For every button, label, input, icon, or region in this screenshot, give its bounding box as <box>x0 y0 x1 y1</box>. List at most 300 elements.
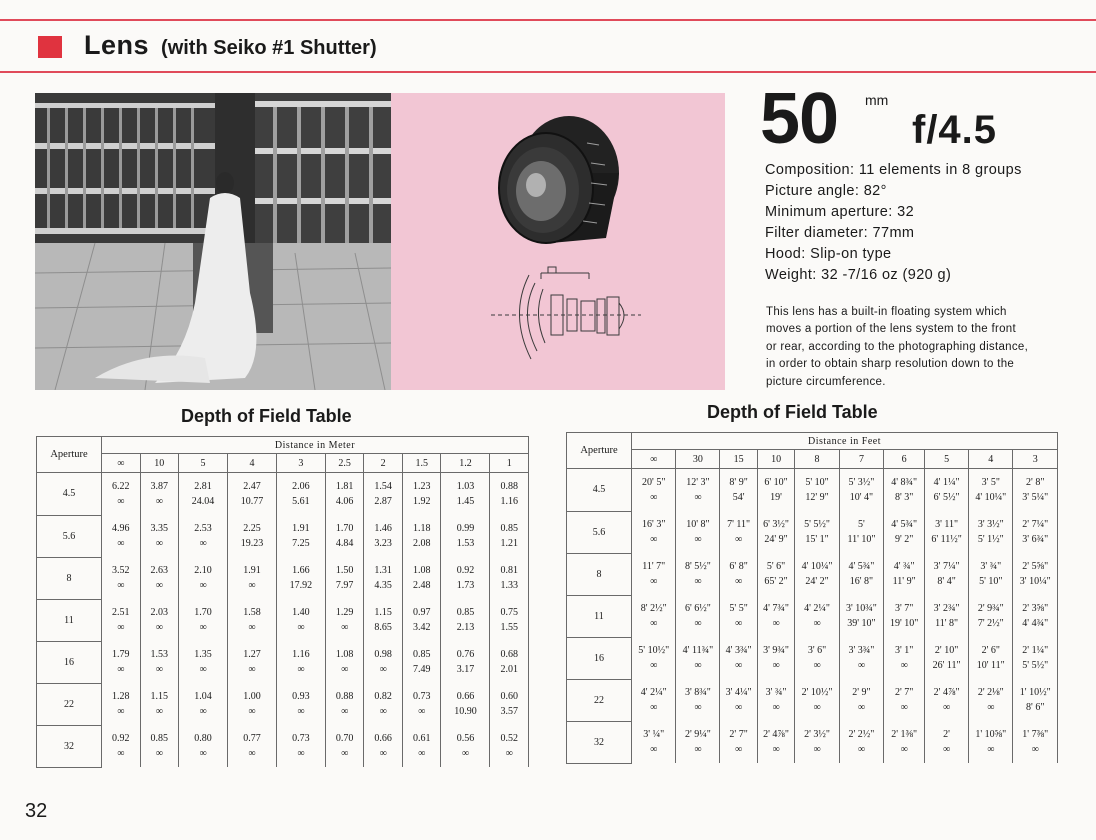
far-limit-cell: ∞ <box>720 658 757 679</box>
far-limit-cell: 4.84 <box>325 536 364 557</box>
spec-min-aperture: Minimum aperture: 32 <box>765 204 915 220</box>
table-row <box>37 536 529 557</box>
far-limit-cell: ∞ <box>179 746 228 767</box>
near-limit-cell: 2' 7" <box>884 679 925 700</box>
near-limit-cell: 1.53 <box>140 641 179 662</box>
distance-column-header: 6 <box>884 450 925 469</box>
far-limit-cell: ∞ <box>839 700 883 721</box>
far-limit-cell: ∞ <box>839 742 883 763</box>
far-limit-cell: ∞ <box>140 494 179 515</box>
far-limit-cell: 3' 5¼" <box>1013 490 1058 511</box>
far-limit-cell: 6' 11½" <box>925 532 969 553</box>
far-limit-cell: ∞ <box>364 704 403 725</box>
near-limit-cell: 2' 4⅞" <box>757 721 794 742</box>
far-limit-cell: 10.90 <box>441 704 490 725</box>
far-limit-cell: ∞ <box>102 746 141 767</box>
near-limit-cell: 3' ¼" <box>632 721 676 742</box>
near-limit-cell: 2.10 <box>179 557 228 578</box>
far-limit-cell: ∞ <box>757 700 794 721</box>
near-limit-cell: 4' 5¾" <box>884 511 925 532</box>
near-limit-cell: 3' 3½" <box>969 511 1013 532</box>
near-limit-cell: 2' 2⅛" <box>969 679 1013 700</box>
near-limit-cell: 1.15 <box>364 599 403 620</box>
far-limit-cell: 24' 9" <box>757 532 794 553</box>
far-limit-cell: 11' 9" <box>884 574 925 595</box>
far-limit-cell: ∞ <box>795 658 839 679</box>
far-limit-cell: ∞ <box>179 620 228 641</box>
near-limit-cell: 0.85 <box>490 515 529 536</box>
distance-column-header: 4 <box>969 450 1013 469</box>
near-limit-cell: 8' 9" <box>720 469 757 491</box>
distance-column-header: 1.2 <box>441 454 490 473</box>
aperture-value: 32 <box>567 721 632 763</box>
near-limit-cell: 0.73 <box>402 683 441 704</box>
near-limit-cell: 3' 3¾" <box>839 637 883 658</box>
far-limit-cell: 3.23 <box>364 536 403 557</box>
near-limit-cell: 2.81 <box>179 473 228 495</box>
distance-column-header: 2.5 <box>325 454 364 473</box>
far-limit-cell: ∞ <box>632 532 676 553</box>
near-limit-cell: 0.52 <box>490 725 529 746</box>
far-limit-cell: 19' <box>757 490 794 511</box>
far-limit-cell: ∞ <box>676 616 720 637</box>
far-limit-cell: 24' 2" <box>795 574 839 595</box>
far-limit-cell: ∞ <box>884 700 925 721</box>
description-line: moves a portion of the lens system to the front <box>766 323 1016 336</box>
table-row <box>37 557 529 578</box>
far-limit-cell: ∞ <box>720 742 757 763</box>
near-limit-cell: 6' 6½" <box>676 595 720 616</box>
near-limit-cell: 1.66 <box>276 557 325 578</box>
distance-column-header: 10 <box>757 450 794 469</box>
near-limit-cell: 5' 3½" <box>839 469 883 491</box>
sample-photo <box>35 93 391 390</box>
far-limit-cell: ∞ <box>364 662 403 683</box>
far-limit-cell: ∞ <box>325 662 364 683</box>
table-row <box>37 578 529 599</box>
far-limit-cell: 15' 1" <box>795 532 839 553</box>
table-row <box>567 658 1058 679</box>
far-limit-cell: ∞ <box>676 658 720 679</box>
near-limit-cell: 4' 1¼" <box>925 469 969 491</box>
distance-column-header: 8 <box>795 450 839 469</box>
near-limit-cell: 2.03 <box>140 599 179 620</box>
near-limit-cell: 1.70 <box>179 599 228 620</box>
far-limit-cell: ∞ <box>839 658 883 679</box>
far-limit-cell: 1.33 <box>490 578 529 599</box>
near-limit-cell: 3' 6" <box>795 637 839 658</box>
far-limit-cell: ∞ <box>676 490 720 511</box>
far-limit-cell: ∞ <box>140 578 179 599</box>
far-limit-cell: 5' 1½" <box>969 532 1013 553</box>
far-limit-cell: ∞ <box>969 742 1013 763</box>
near-limit-cell: 3' 2¾" <box>925 595 969 616</box>
far-limit-cell: ∞ <box>364 746 403 767</box>
near-limit-cell: 1.79 <box>102 641 141 662</box>
near-limit-cell: 8' 5½" <box>676 553 720 574</box>
near-limit-cell: 5' 10½" <box>632 637 676 658</box>
near-limit-cell: 4.96 <box>102 515 141 536</box>
near-limit-cell: 1.91 <box>228 557 277 578</box>
description-line: in order to obtain sharp resolution down to the <box>766 358 1015 371</box>
near-limit-cell: 2' 4⅞" <box>925 679 969 700</box>
table-row <box>37 515 529 536</box>
far-limit-cell: 4' 4¾" <box>1013 616 1058 637</box>
far-limit-cell: 4' 10¼" <box>969 490 1013 511</box>
aperture-value: 16 <box>567 637 632 679</box>
near-limit-cell: 4' 8¾" <box>884 469 925 491</box>
table-row <box>567 742 1058 763</box>
distance-header: Distance in Meter <box>102 437 529 454</box>
near-limit-cell: 2' 6" <box>969 637 1013 658</box>
aperture-header: Aperture <box>567 433 632 469</box>
far-limit-cell: ∞ <box>490 746 529 767</box>
near-limit-cell: 10' 8" <box>676 511 720 532</box>
table-row <box>37 725 529 746</box>
near-limit-cell: 1.04 <box>179 683 228 704</box>
top-rule <box>0 19 1096 21</box>
title-text: Lens <box>84 30 150 60</box>
far-limit-cell: ∞ <box>276 746 325 767</box>
near-limit-cell: 2' 5⅝" <box>1013 553 1058 574</box>
aperture-value: 4.5 <box>37 473 102 516</box>
meter-table-heading: Depth of Field Table <box>181 406 352 426</box>
near-limit-cell: 0.97 <box>402 599 441 620</box>
far-limit-cell: ∞ <box>102 578 141 599</box>
near-limit-cell: 1.35 <box>179 641 228 662</box>
aperture-value: 8 <box>37 557 102 599</box>
near-limit-cell: 1.40 <box>276 599 325 620</box>
far-limit-cell: ∞ <box>140 662 179 683</box>
aperture-value: 5.6 <box>567 511 632 553</box>
near-limit-cell: 8' 2½" <box>632 595 676 616</box>
near-limit-cell: 5' 5" <box>720 595 757 616</box>
far-limit-cell: ∞ <box>179 536 228 557</box>
far-limit-cell: 39' 10" <box>839 616 883 637</box>
near-limit-cell: 1.03 <box>441 473 490 495</box>
far-limit-cell: 2.13 <box>441 620 490 641</box>
near-limit-cell: 2.63 <box>140 557 179 578</box>
far-limit-cell: 10' 11" <box>969 658 1013 679</box>
table-row <box>567 700 1058 721</box>
near-limit-cell: 1.91 <box>276 515 325 536</box>
near-limit-cell: 2.47 <box>228 473 277 495</box>
near-limit-cell: 1.27 <box>228 641 277 662</box>
far-limit-cell: ∞ <box>884 742 925 763</box>
distance-column-header: 5 <box>179 454 228 473</box>
lens-image-panel <box>391 93 725 390</box>
near-limit-cell: 0.66 <box>441 683 490 704</box>
far-limit-cell: ∞ <box>441 746 490 767</box>
far-limit-cell: 2.87 <box>364 494 403 515</box>
far-limit-cell: 3.42 <box>402 620 441 641</box>
near-limit-cell: 0.68 <box>490 641 529 662</box>
near-limit-cell: 3' 1" <box>884 637 925 658</box>
aperture-value: 4.5 <box>567 469 632 512</box>
near-limit-cell: 0.66 <box>364 725 403 746</box>
far-limit-cell: 16' 8" <box>839 574 883 595</box>
near-limit-cell: 1.00 <box>228 683 277 704</box>
focal-length: 50 <box>760 79 839 159</box>
far-limit-cell: 19' 10" <box>884 616 925 637</box>
far-limit-cell: ∞ <box>276 620 325 641</box>
table-row <box>37 641 529 662</box>
far-limit-cell: 3' 10¼" <box>1013 574 1058 595</box>
far-limit-cell: 2.48 <box>402 578 441 599</box>
far-limit-cell: ∞ <box>632 490 676 511</box>
far-limit-cell: ∞ <box>102 704 141 725</box>
far-limit-cell: 19.23 <box>228 536 277 557</box>
distance-column-header: 15 <box>720 450 757 469</box>
near-limit-cell: 2' 3½" <box>795 721 839 742</box>
aperture-value: 22 <box>37 683 102 725</box>
near-limit-cell: 0.76 <box>441 641 490 662</box>
near-limit-cell: 3' 7¼" <box>925 553 969 574</box>
far-limit-cell: ∞ <box>632 658 676 679</box>
focal-unit: mm <box>865 92 889 108</box>
near-limit-cell: 4' 2¼" <box>795 595 839 616</box>
near-limit-cell: 0.61 <box>402 725 441 746</box>
far-limit-cell: ∞ <box>795 742 839 763</box>
aperture-value: 8 <box>567 553 632 595</box>
far-limit-cell: ∞ <box>102 620 141 641</box>
far-limit-cell: ∞ <box>228 662 277 683</box>
spec-filter-diameter: Filter diameter: 77mm <box>765 225 915 241</box>
near-limit-cell: 5' 5½" <box>795 511 839 532</box>
far-limit-cell: 54' <box>720 490 757 511</box>
table-row <box>37 473 529 495</box>
far-limit-cell: 24.04 <box>179 494 228 515</box>
table-row <box>567 574 1058 595</box>
near-limit-cell: 5' 6" <box>757 553 794 574</box>
near-limit-cell: 1.18 <box>402 515 441 536</box>
far-limit-cell: ∞ <box>1013 742 1058 763</box>
near-limit-cell: 0.88 <box>490 473 529 495</box>
near-limit-cell: 2' 1¼" <box>1013 637 1058 658</box>
spec-picture-angle: Picture angle: 82° <box>765 183 887 199</box>
lens-photo <box>499 116 619 243</box>
near-limit-cell: 4' ¾" <box>884 553 925 574</box>
far-limit-cell: 8' 3" <box>884 490 925 511</box>
near-limit-cell: 4' 11¾" <box>676 637 720 658</box>
aperture-value: 22 <box>567 679 632 721</box>
near-limit-cell: 2' 10½" <box>795 679 839 700</box>
far-limit-cell: 4.06 <box>325 494 364 515</box>
near-limit-cell: 0.56 <box>441 725 490 746</box>
far-limit-cell: ∞ <box>884 658 925 679</box>
near-limit-cell: 6.22 <box>102 473 141 495</box>
near-limit-cell: 2' 2½" <box>839 721 883 742</box>
table-row <box>567 637 1058 658</box>
far-limit-cell: ∞ <box>676 532 720 553</box>
near-limit-cell: 2.53 <box>179 515 228 536</box>
table-row <box>567 532 1058 553</box>
near-limit-cell: 1.28 <box>102 683 141 704</box>
near-limit-cell: 3' 9¾" <box>757 637 794 658</box>
near-limit-cell: 3.87 <box>140 473 179 495</box>
far-limit-cell: ∞ <box>720 532 757 553</box>
near-limit-cell: 3' 4¼" <box>720 679 757 700</box>
far-limit-cell: ∞ <box>720 616 757 637</box>
far-limit-cell: 7.97 <box>325 578 364 599</box>
table-row <box>567 553 1058 574</box>
table-row <box>37 599 529 620</box>
far-limit-cell: ∞ <box>325 620 364 641</box>
near-limit-cell: 1.31 <box>364 557 403 578</box>
far-limit-cell: 26' 11" <box>925 658 969 679</box>
far-limit-cell: ∞ <box>676 700 720 721</box>
table-row <box>37 704 529 725</box>
far-limit-cell: ∞ <box>402 704 441 725</box>
table-row <box>567 721 1058 742</box>
table-row <box>567 511 1058 532</box>
near-limit-cell: 2' 8" <box>1013 469 1058 491</box>
near-limit-cell: 2' 9¾" <box>969 595 1013 616</box>
far-limit-cell: 11' 10" <box>839 532 883 553</box>
far-limit-cell: 7' 2½" <box>969 616 1013 637</box>
far-limit-cell: ∞ <box>179 662 228 683</box>
table-row <box>37 620 529 641</box>
far-limit-cell: ∞ <box>102 536 141 557</box>
far-limit-cell: ∞ <box>632 616 676 637</box>
far-limit-cell: ∞ <box>795 616 839 637</box>
near-limit-cell: 1.15 <box>140 683 179 704</box>
near-limit-cell: 12' 3" <box>676 469 720 491</box>
near-limit-cell: 2.06 <box>276 473 325 495</box>
near-limit-cell: 11' 7" <box>632 553 676 574</box>
far-limit-cell: ∞ <box>228 704 277 725</box>
near-limit-cell: 3.35 <box>140 515 179 536</box>
distance-column-header: 10 <box>140 454 179 473</box>
far-limit-cell: ∞ <box>276 662 325 683</box>
near-limit-cell: 1' 10⅝" <box>969 721 1013 742</box>
near-limit-cell: 2' 3⅝" <box>1013 595 1058 616</box>
far-limit-cell: 10' 4" <box>839 490 883 511</box>
aperture-header: Aperture <box>37 437 102 473</box>
near-limit-cell: 20' 5" <box>632 469 676 491</box>
subtitle-text: (with Seiko #1 Shutter) <box>161 37 377 59</box>
far-limit-cell: 10.77 <box>228 494 277 515</box>
far-limit-cell: ∞ <box>140 536 179 557</box>
far-limit-cell: 1.92 <box>402 494 441 515</box>
far-limit-cell: ∞ <box>757 616 794 637</box>
far-limit-cell: 1.45 <box>441 494 490 515</box>
far-limit-cell: 6' 5½" <box>925 490 969 511</box>
far-limit-cell: 8.65 <box>364 620 403 641</box>
near-limit-cell: 2' 9" <box>839 679 883 700</box>
near-limit-cell: 0.93 <box>276 683 325 704</box>
far-limit-cell: ∞ <box>179 704 228 725</box>
far-limit-cell: ∞ <box>632 700 676 721</box>
near-limit-cell: 0.77 <box>228 725 277 746</box>
far-limit-cell: ∞ <box>632 742 676 763</box>
near-limit-cell: 2' 9¼" <box>676 721 720 742</box>
aperture-value: 32 <box>37 725 102 767</box>
near-limit-cell: 3' 11" <box>925 511 969 532</box>
far-limit-cell: ∞ <box>925 742 969 763</box>
max-aperture: f/4.5 <box>912 108 998 152</box>
page-title <box>84 30 377 61</box>
near-limit-cell: 3' 10¾" <box>839 595 883 616</box>
far-limit-cell: 7.25 <box>276 536 325 557</box>
near-limit-cell: 7' 11" <box>720 511 757 532</box>
description-line: picture circumference. <box>766 375 886 388</box>
section-marker <box>38 36 62 58</box>
far-limit-cell: ∞ <box>140 746 179 767</box>
near-limit-cell: 3' 7" <box>884 595 925 616</box>
spec-weight: Weight: 32 -7/16 oz (920 g) <box>765 267 952 283</box>
near-limit-cell: 3' ¾" <box>969 553 1013 574</box>
far-limit-cell: 65' 2" <box>757 574 794 595</box>
near-limit-cell: 5' 10" <box>795 469 839 491</box>
far-limit-cell: ∞ <box>102 662 141 683</box>
far-limit-cell: 5' 5½" <box>1013 658 1058 679</box>
near-limit-cell: 3' 8¾" <box>676 679 720 700</box>
distance-column-header: ∞ <box>632 450 676 469</box>
far-limit-cell: 1.16 <box>490 494 529 515</box>
near-limit-cell: 4' 2¼" <box>632 679 676 700</box>
near-limit-cell: 2.51 <box>102 599 141 620</box>
far-limit-cell: ∞ <box>228 746 277 767</box>
far-limit-cell: ∞ <box>720 700 757 721</box>
near-limit-cell: 0.85 <box>441 599 490 620</box>
far-limit-cell: 12' 9" <box>795 490 839 511</box>
near-limit-cell: 0.82 <box>364 683 403 704</box>
near-limit-cell: 2' 7" <box>720 721 757 742</box>
far-limit-cell: ∞ <box>402 746 441 767</box>
far-limit-cell: 1.73 <box>441 578 490 599</box>
near-limit-cell: 3.52 <box>102 557 141 578</box>
near-limit-cell: 6' 3½" <box>757 511 794 532</box>
distance-column-header: 3 <box>276 454 325 473</box>
near-limit-cell: 0.70 <box>325 725 364 746</box>
far-limit-cell: ∞ <box>925 700 969 721</box>
far-limit-cell: 7.49 <box>402 662 441 683</box>
far-limit-cell: 3.57 <box>490 704 529 725</box>
near-limit-cell: 16' 3" <box>632 511 676 532</box>
near-limit-cell: 2.25 <box>228 515 277 536</box>
far-limit-cell: 8' 4" <box>925 574 969 595</box>
far-limit-cell: 3.17 <box>441 662 490 683</box>
near-limit-cell: 1.58 <box>228 599 277 620</box>
table-row <box>37 746 529 767</box>
near-limit-cell: 0.73 <box>276 725 325 746</box>
lens-description <box>766 304 1056 391</box>
aperture-value: 11 <box>567 595 632 637</box>
near-limit-cell: 1.08 <box>402 557 441 578</box>
far-limit-cell: ∞ <box>276 704 325 725</box>
near-limit-cell: 4' 3¾" <box>720 637 757 658</box>
far-limit-cell: ∞ <box>757 658 794 679</box>
near-limit-cell: 1.29 <box>325 599 364 620</box>
far-limit-cell: ∞ <box>140 704 179 725</box>
far-limit-cell: ∞ <box>720 574 757 595</box>
near-limit-cell: 6' 10" <box>757 469 794 491</box>
table-row <box>37 662 529 683</box>
spec-hood: Hood: Slip-on type <box>765 246 892 262</box>
distance-column-header: 1 <box>490 454 529 473</box>
near-limit-cell: 0.85 <box>402 641 441 662</box>
aperture-value: 16 <box>37 641 102 683</box>
far-limit-cell: ∞ <box>325 746 364 767</box>
table-row <box>37 683 529 704</box>
near-limit-cell: 0.81 <box>490 557 529 578</box>
near-limit-cell: 1.46 <box>364 515 403 536</box>
distance-column-header: 30 <box>676 450 720 469</box>
near-limit-cell: 5' <box>839 511 883 532</box>
far-limit-cell: ∞ <box>325 704 364 725</box>
near-limit-cell: 0.60 <box>490 683 529 704</box>
